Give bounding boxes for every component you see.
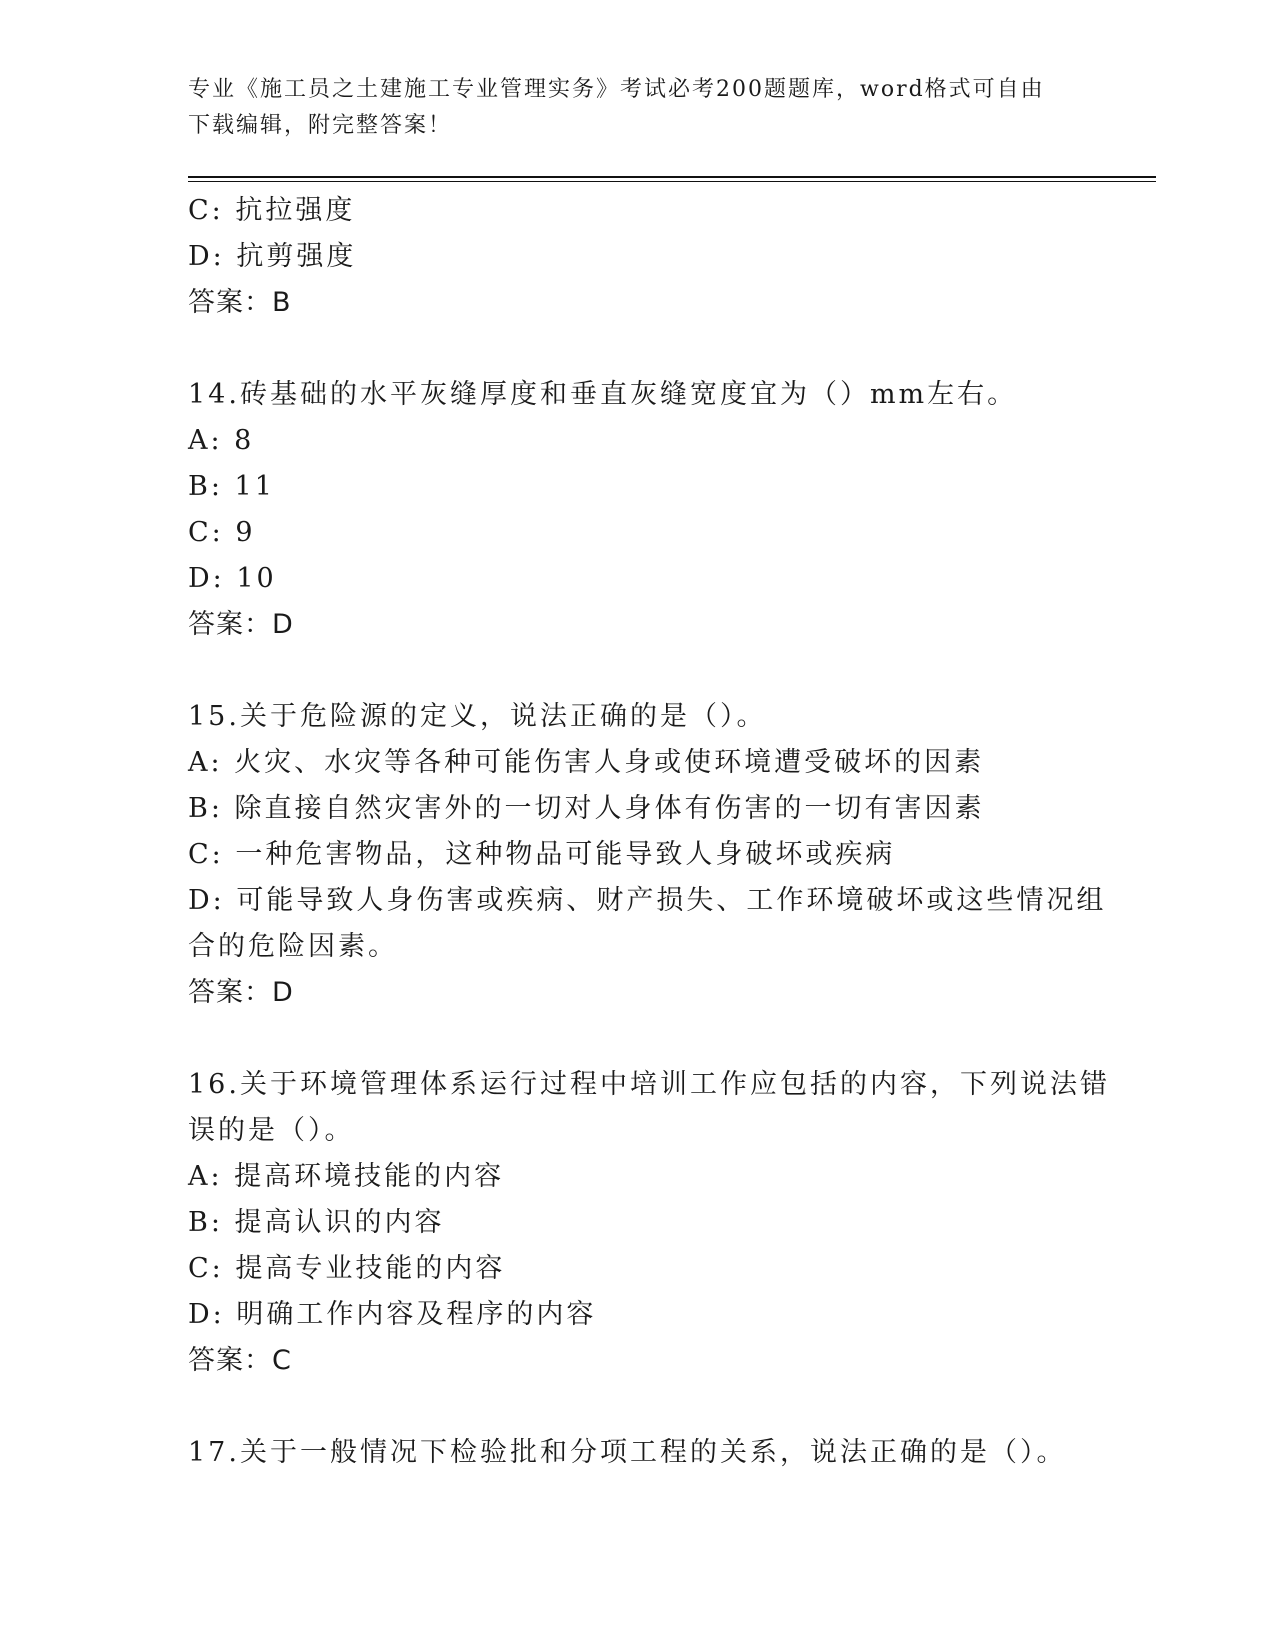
option-c: C: 9 [188,517,256,548]
answer-line: 答案：B [188,287,292,318]
option-b: B: 提高认识的内容 [188,1207,445,1238]
spacer [188,326,1088,372]
option-d: D: 可能导致人身伤害或疾病、财产损失、工作环境破坏或这些情况组 [188,885,1107,916]
header-line-1: 专业《施工员之土建施工专业管理实务》考试必考200题题库，word格式可自由 [188,77,1045,102]
document-header [188,72,1088,144]
header-line-2: 下载编辑，附完整答案！ [188,113,453,138]
option-c: C: 提高专业技能的内容 [188,1253,506,1284]
option-d: D: 10 [188,563,277,594]
option-a: A: 火灾、水灾等各种可能伤害人身或使环境遭受破坏的因素 [188,747,985,778]
question-list [188,188,1110,1476]
spacer [188,1384,1088,1430]
option-d: D: 明确工作内容及程序的内容 [188,1299,597,1330]
header-divider-thin [188,181,1156,182]
question-16: 16.关于环境管理体系运行过程中培训工作应包括的内容，下列说法错 [188,1069,1110,1100]
spacer [188,648,1088,694]
answer-line: 答案：D [188,977,294,1008]
answer-line: 答案：D [188,609,294,640]
option-d-continued: 合的危险因素。 [188,931,398,962]
option-b: B: 11 [188,471,275,502]
option-c: C: 抗拉强度 [188,195,356,226]
option-a: A: 提高环境技能的内容 [188,1161,505,1192]
question-15: 15.关于危险源的定义，说法正确的是（）。 [188,701,767,732]
question-16-continued: 误的是（）。 [188,1115,355,1146]
answer-line: 答案：C [188,1345,292,1376]
option-d: D: 抗剪强度 [188,241,357,272]
header-divider-thick [188,176,1156,178]
option-a: A: 8 [188,425,255,456]
spacer [188,1016,1088,1062]
option-c: C: 一种危害物品，这种物品可能导致人身破坏或疾病 [188,839,896,870]
question-14: 14.砖基础的水平灰缝厚度和垂直灰缝宽度宜为（）mm左右。 [188,379,1018,410]
question-17: 17.关于一般情况下检验批和分项工程的关系，说法正确的是（）。 [188,1437,1067,1468]
option-b: B: 除直接自然灾害外的一切对人身体有伤害的一切有害因素 [188,793,985,824]
